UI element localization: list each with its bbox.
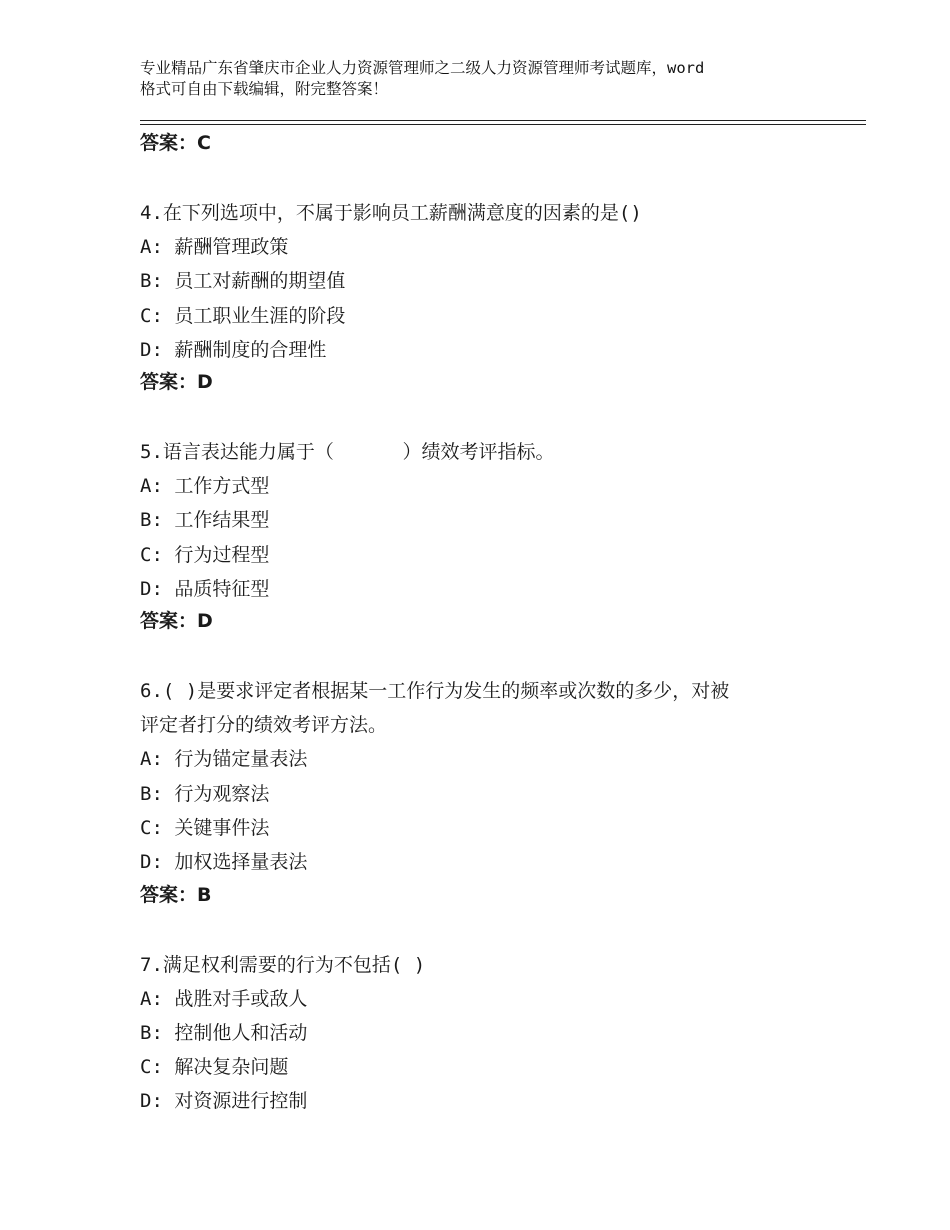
option-c: C: 关键事件法 <box>140 816 270 839</box>
option-d: D: 薪酬制度的合理性 <box>140 338 327 361</box>
answer-line: 答案：C <box>140 132 211 154</box>
option-d: D: 对资源进行控制 <box>140 1090 308 1113</box>
option-a: A: 工作方式型 <box>140 475 270 498</box>
answer-line: 答案：D <box>140 371 213 394</box>
document-header <box>140 58 830 100</box>
option-c: C: 员工职业生涯的阶段 <box>140 304 346 327</box>
answer-line: 答案：B <box>140 883 212 906</box>
spacer <box>140 397 840 435</box>
question-item <box>140 196 840 397</box>
header-rule-bottom <box>140 124 866 125</box>
option-c: C: 解决复杂问题 <box>140 1056 289 1079</box>
spacer <box>140 158 840 196</box>
question-text-line-1: 6.( )是要求评定者根据某一工作行为发生的频率或次数的多少，对被 <box>140 680 730 703</box>
option-a: A: 薪酬管理政策 <box>140 236 289 258</box>
header-line-2: 格式可自由下载编辑，附完整答案！ <box>140 80 389 98</box>
header-line-1: 专业精品广东省肇庆市企业人力资源管理师之二级人力资源管理师考试题库，word <box>140 59 705 77</box>
question-text: 4.在下列选项中，不属于影响员工薪酬满意度的因素的是() <box>140 202 642 224</box>
option-c: C: 行为过程型 <box>140 543 270 566</box>
answer-line: 答案：D <box>140 610 213 633</box>
question-item <box>140 948 840 1119</box>
option-d: D: 加权选择量表法 <box>140 851 308 874</box>
question-text: 5.语言表达能力属于（ ）绩效考评指标。 <box>140 441 555 464</box>
option-b: B: 控制他人和活动 <box>140 1021 308 1044</box>
question-text: 7.满足权利需要的行为不包括( ) <box>140 953 426 976</box>
question-item <box>140 674 840 909</box>
header-rule-top <box>140 120 866 121</box>
question-item <box>140 435 840 636</box>
question-text-line-2: 评定者打分的绩效考评方法。 <box>140 714 388 737</box>
option-b: B: 员工对薪酬的期望值 <box>140 270 346 293</box>
option-a: A: 行为锚定量表法 <box>140 748 308 771</box>
option-a: A: 战胜对手或敌人 <box>140 987 308 1010</box>
option-b: B: 行为观察法 <box>140 782 270 805</box>
option-d: D: 品质特征型 <box>140 578 270 601</box>
question-list <box>140 128 840 1119</box>
spacer <box>140 636 840 674</box>
option-b: B: 工作结果型 <box>140 509 270 532</box>
spacer <box>140 910 840 948</box>
